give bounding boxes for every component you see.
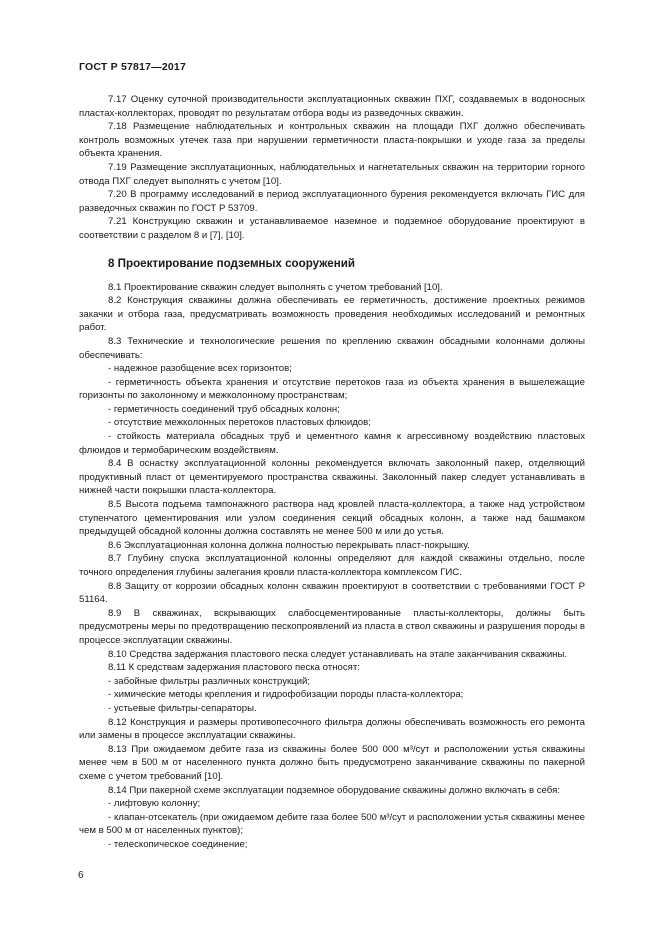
list-item: - устьевые фильтры-сепараторы. xyxy=(108,702,257,714)
clause-8-9: 8.9 В скважинах, вскрывающих слабосцементированные пласты-коллекторы, должны быть предусмотрены меры по предотвращению пескопроявлений из пласта в ствол скважины и разрушения породы в процессе эксплуатации скважины. xyxy=(79,607,585,646)
list-item: - надежное разобщение всех горизонтов; xyxy=(108,363,292,375)
clause-8-6: 8.6 Эксплуатационная колонна должна полностью перекрывать пласт-покрышку. xyxy=(108,539,470,551)
clause-8-13: 8.13 При ожидаемом дебите газа из скважины более 500 000 м³/сут и расположении устья скважины менее чем в 500 м от населенного пункта должно быть предусмотрено заканчивание скважины по пакерной схеме с учетом требований [10]. xyxy=(79,743,585,782)
list-item: - герметичность объекта хранения и отсутствие перетоков газа из объекта хранения в вышележащие горизонты по заколонному и межколонному пространствам; xyxy=(79,376,585,402)
clause-8-1: 8.1 Проектирование скважин следует выполнять с учетом требований [10]. xyxy=(108,281,443,293)
clause-8-7: 8.7 Глубину спуска эксплуатационной колонны определяют для каждой скважины отдельно, после точного определения глубины залегания кровли пласта-коллектора комплексом ГИС. xyxy=(79,553,585,578)
list-item: - стойкость материала обсадных труб и цементного камня к агрессивному воздействию пластовых флюидов и термобарическим воздействиям. xyxy=(79,431,585,456)
clause-8-11: 8.11 К средствам задержания пластового песка относят: xyxy=(108,662,360,674)
clause-7-18: 7.18 Размещение наблюдательных и контрольных скважин на площади ПХГ должно обеспечивать контроль возможных утечек газа при нарушении герметичности пласта-покрышки и уходе газа за пределы объекта хранения. xyxy=(79,121,585,160)
page-number: 6 xyxy=(78,870,84,881)
section-title: 8 Проектирование подземных сооружений xyxy=(108,256,355,270)
list-item: - клапан-отсекатель (при ожидаемом дебите газа более 500 м³/сут и расположении устья скважины менее чем в 500 м от населенных пунктов); xyxy=(79,811,585,837)
clause-8-12: 8.12 Конструкция и размеры противопесочного фильтра должны обеспечивать возможность его ремонта или замены в процессе эксплуатации скважины. xyxy=(79,716,585,742)
clause-8-4: 8.4 В оснастку эксплуатационной колонны рекомендуется включать заколонный пакер, отделяющий продуктивный пласт от цементируемого пространства скважины. Заколонный пакер следует устанавливать в нижней части покрышки пласта-коллектора. xyxy=(79,458,585,497)
list-item: - химические методы крепления и гидрофобизации породы пласта-коллектора; xyxy=(108,689,464,701)
page-content xyxy=(79,93,585,851)
clause-8-2: 8.2 Конструкция скважины должна обеспечивать ее герметичность, достижение проектных режимов закачки и отбора газа, предусматривать возможность проведения необходимых исследований и ремонтных работ. xyxy=(79,295,585,334)
clause-7-21: 7.21 Конструкцию скважин и устанавливаемое наземное и подземное оборудование проектируют в соответствии с разделом 8 и [7], [10]. xyxy=(79,216,585,241)
list-item: - лифтовую колонну; xyxy=(108,798,201,810)
list-item: - отсутствие межколонных перетоков пластовых флюидов; xyxy=(108,417,371,429)
document-header: ГОСТ Р 57817—2017 xyxy=(79,61,187,73)
clause-7-19: 7.19 Размещение эксплуатационных, наблюдательных и нагнетательных скважин на территории горного отвода ПХГ следует выполнять с учетом [10]. xyxy=(79,161,585,187)
clause-8-14: 8.14 При пакерной схеме эксплуатации подземное оборудование скважины должно включать в себя: xyxy=(108,784,560,796)
list-item: - герметичность соединений труб обсадных колонн; xyxy=(108,403,340,415)
clause-7-17: 7.17 Оценку суточной производительности эксплуатационных скважин ПХГ, создаваемых в водоносных пластах-коллекторах, проводят по результатам отбора воды из разведочных скважин. xyxy=(79,94,585,119)
clause-8-10: 8.10 Средства задержания пластового песка следует устанавливать на этапе заканчивания скважины. xyxy=(108,648,568,660)
list-item: - телескопическое соединение; xyxy=(108,838,248,850)
clause-7-20: 7.20 В программу исследований в период эксплуатационного бурения рекомендуется включать ГИС для разведочных скважин по ГОСТ Р 53709. xyxy=(79,189,585,214)
clause-8-5: 8.5 Высота подъема тампонажного раствора над кровлей пласта-коллектора, а также над устройством ступенчатого цементирования или узлом соединения секций обсадных колонн, а также над башмаком предыдущей обсадной колонны должна составлять не менее 500 м или до устья. xyxy=(79,499,585,538)
clause-8-3: 8.3 Технические и технологические решения по креплению скважин обсадными колоннами должны обеспечивать: xyxy=(79,335,585,361)
list-item: - забойные фильтры различных конструкций; xyxy=(108,675,311,687)
clause-8-8: 8.8 Защиту от коррозии обсадных колонн скважин проектируют в соответствии с требованиями ГОСТ Р 51164. xyxy=(79,580,585,606)
